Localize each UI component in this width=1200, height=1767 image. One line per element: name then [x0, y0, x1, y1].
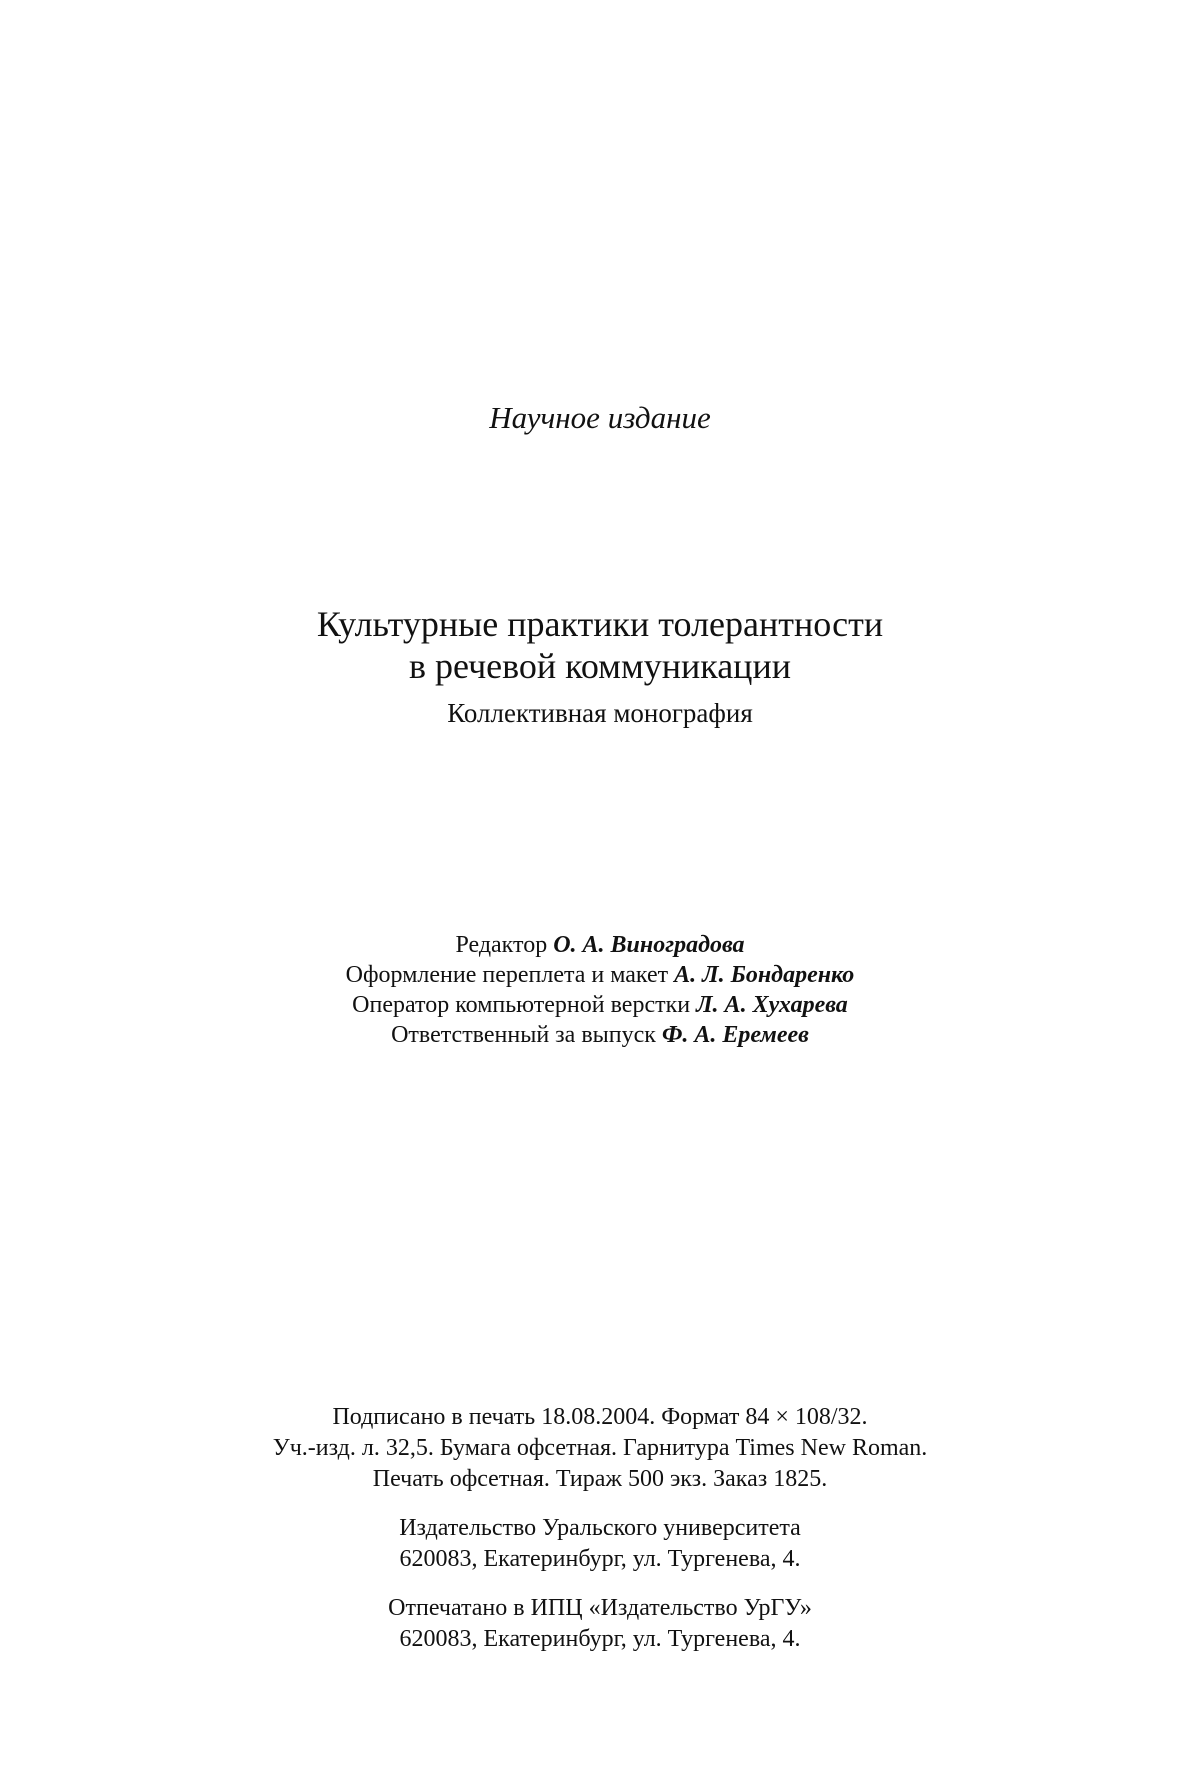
book-subtitle: Коллективная монография	[447, 698, 753, 728]
credit-role: Оформление переплета и макет	[345, 962, 669, 988]
publisher-info	[0, 1513, 1200, 1575]
credit-name: Ф. А. Еремеев	[661, 1022, 809, 1048]
credit-role: Редактор	[455, 932, 548, 958]
credit-role: Оператор компьютерной верстки	[352, 992, 691, 1018]
edition-type: Научное издание	[489, 400, 711, 435]
printer-info	[0, 1593, 1200, 1655]
publisher-address: 620083, Екатеринбург, ул. Тургенева, 4.	[399, 1546, 801, 1572]
print-info-line: Печать офсетная. Тираж 500 экз. Заказ 1825.	[372, 1466, 828, 1492]
imprint-block	[0, 1402, 1200, 1673]
print-info	[0, 1402, 1200, 1495]
credit-name: А. Л. Бондаренко	[674, 962, 855, 988]
book-title-line-2: в речевой коммуникации	[409, 646, 791, 686]
credits-block	[0, 930, 1200, 1050]
publisher-name: Издательство Уральского университета	[399, 1515, 801, 1541]
credit-name: Л. А. Хухарева	[696, 992, 848, 1018]
printer-name: Отпечатано в ИПЦ «Издательство УрГУ»	[388, 1595, 812, 1621]
print-info-line: Подписано в печать 18.08.2004. Формат 84 × 108/32.	[332, 1404, 868, 1430]
print-info-line: Уч.-изд. л. 32,5. Бумага офсетная. Гарнитура Times New Roman.	[272, 1435, 928, 1461]
credit-role: Ответственный за выпуск	[391, 1022, 656, 1048]
book-title-line-1: Культурные практики толерантности	[316, 604, 884, 644]
credit-typesetting	[0, 990, 1200, 1020]
printer-address: 620083, Екатеринбург, ул. Тургенева, 4.	[399, 1626, 801, 1652]
credit-layout	[0, 960, 1200, 990]
credit-editor	[0, 930, 1200, 960]
title-block	[0, 603, 1200, 731]
credit-name: О. А. Виноградова	[553, 932, 745, 958]
credit-responsible	[0, 1020, 1200, 1050]
